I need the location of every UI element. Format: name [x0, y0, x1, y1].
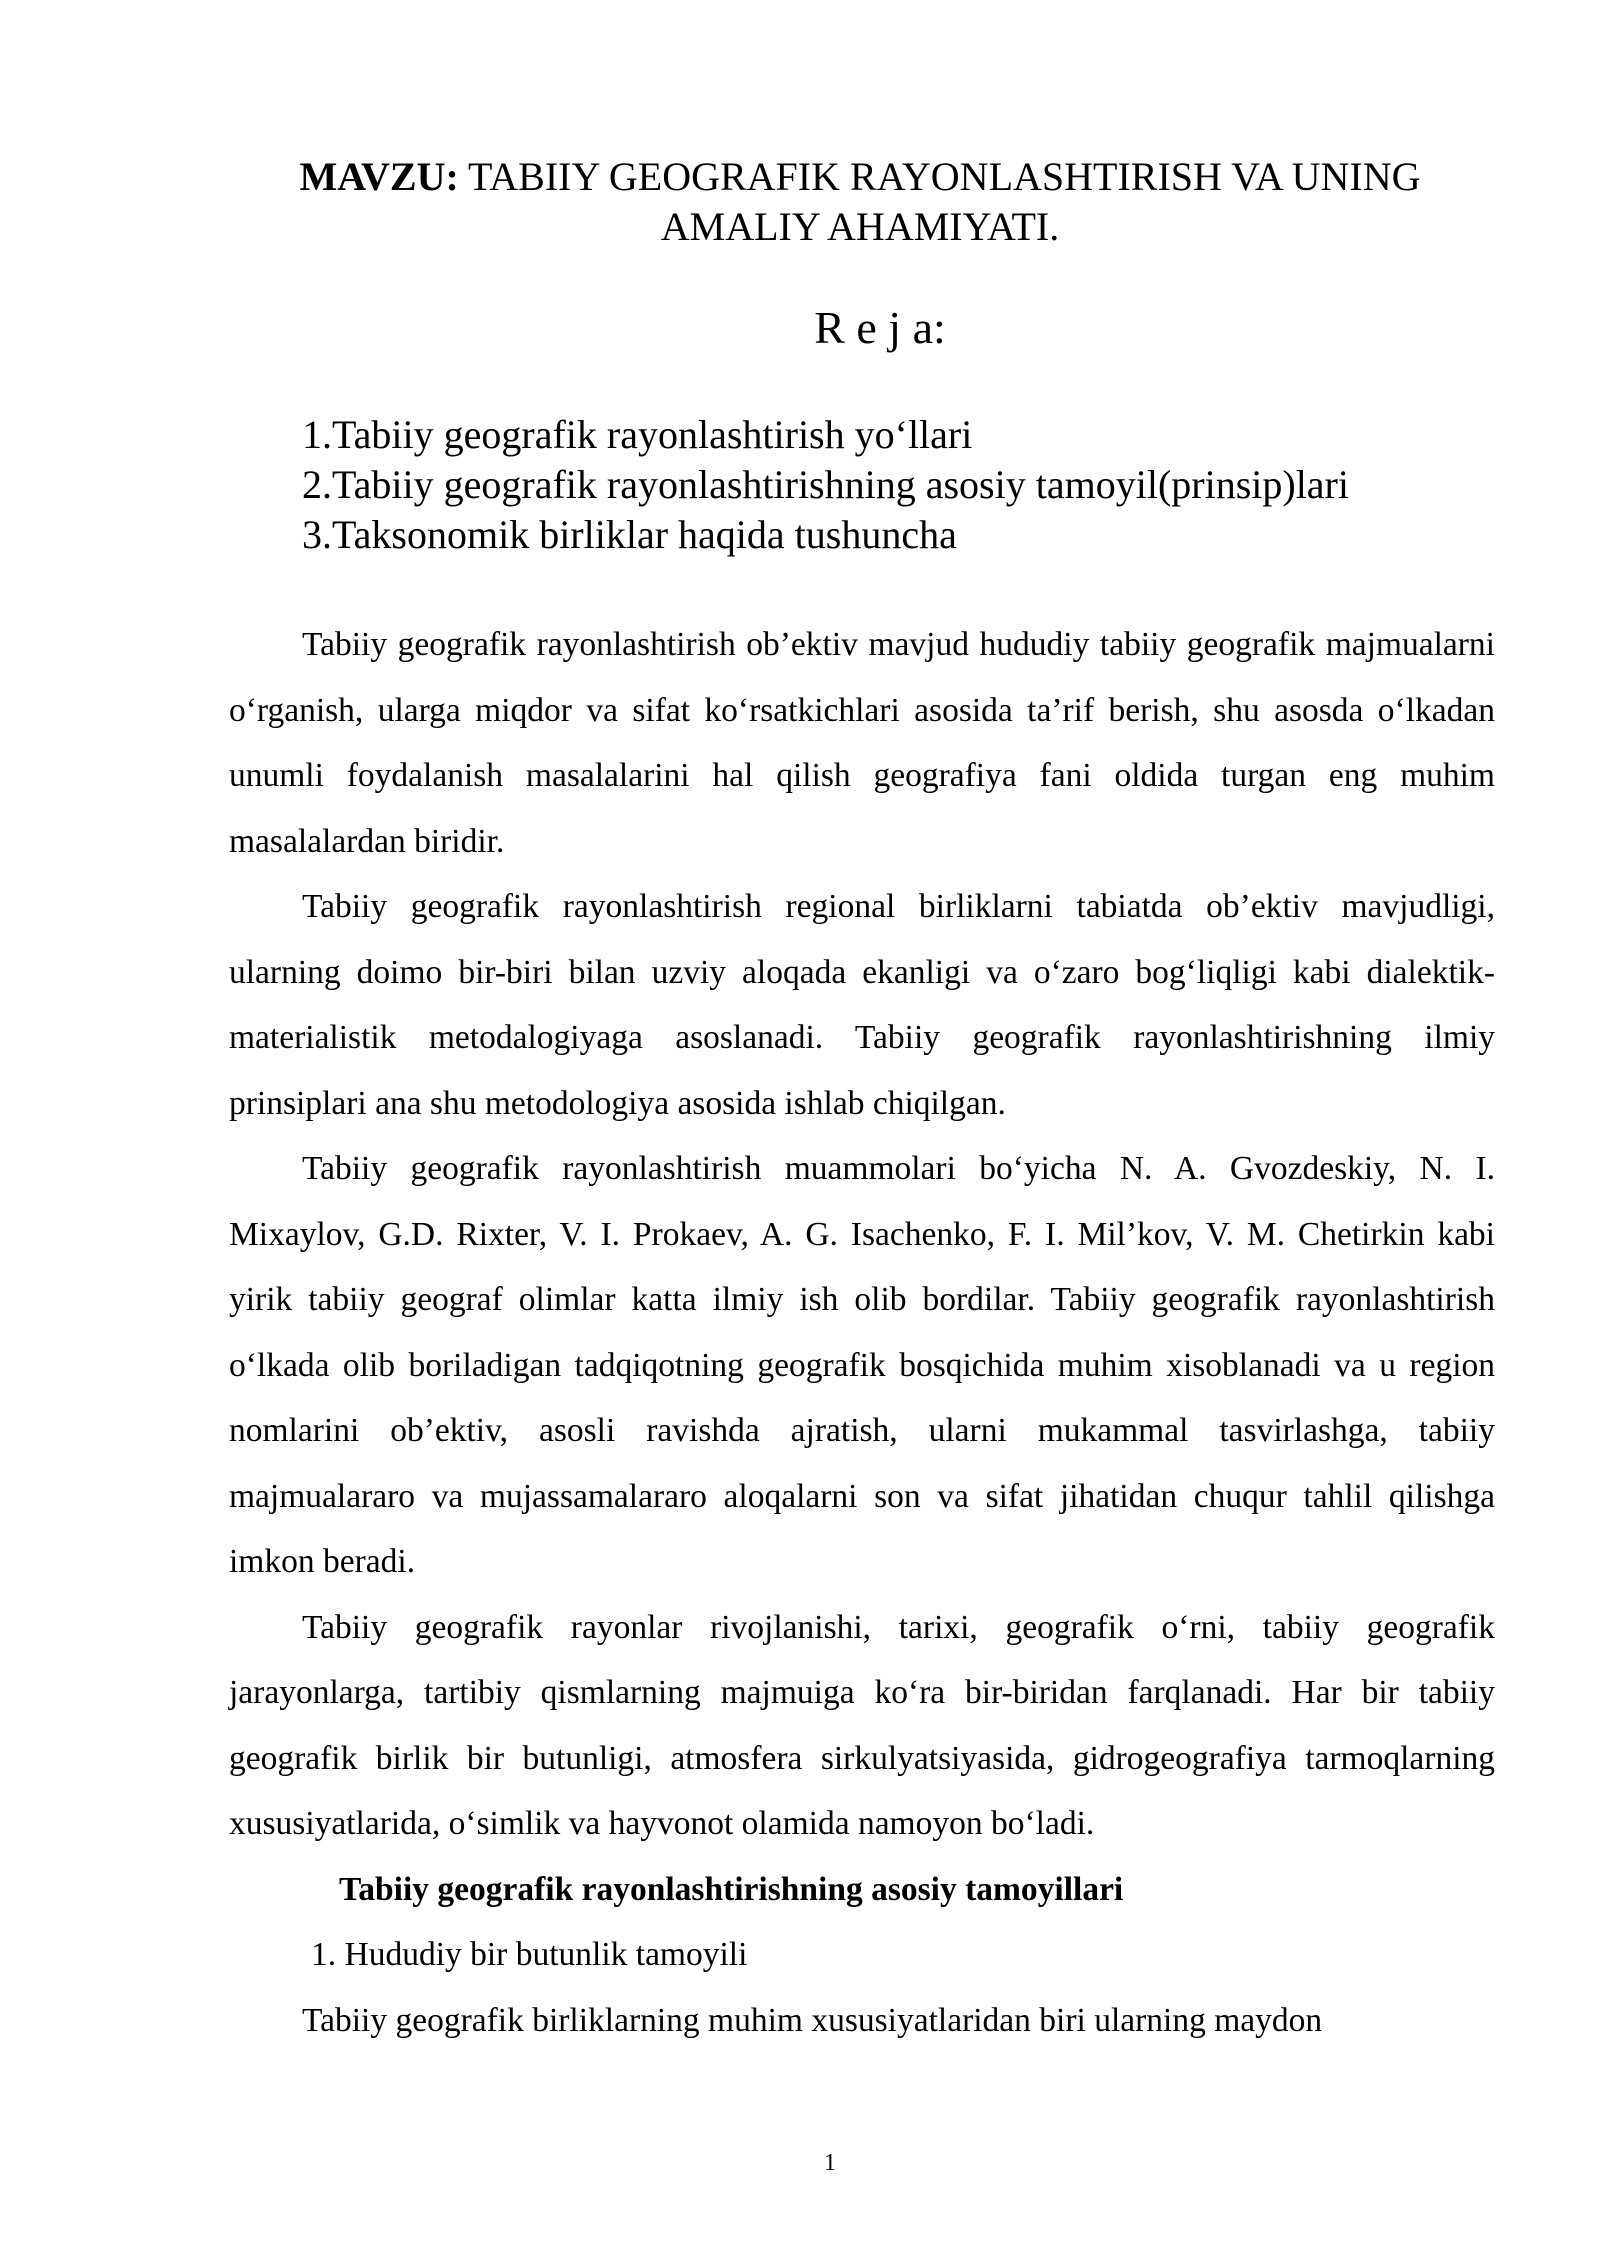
document-title — [230, 152, 1490, 252]
paragraph: Tabiiy geografik rayonlashtirish regional birliklarni tabiatda ob’ektiv mavjudligi, ularning doimo bir-biri bilan uzviy aloqada ekanligi va o‘zaro bog‘liqligi kabi dialektik-materialistik metodalogiyaga asoslanadi. Tabiiy geografik rayonlashtirishning ilmiy prinsiplari ana shu metodologiya asosida ishlab chiqilgan. — [229, 888, 1495, 1122]
subsection-heading: 1. Hududiy bir butunlik tamoyili — [311, 1936, 748, 1973]
paragraph: Tabiiy geografik rayonlar rivojlanishi, tarixi, geografik o‘rni, tabiiy geografik jarayonlarga, tartibiy qismlarning majmuiga ko‘ra bir-biridan farqlanadi. Har bir tabiiy geografik birlik bir butunligi, atmosfera sirkulyatsiyasida, gidrogeografiya tarmoqlarning xususiyatlarida, o‘simlik va hayvonot olamida namoyon bo‘ladi. — [229, 1608, 1495, 1842]
document-body — [229, 612, 1495, 2053]
title-lead: MAVZU: — [299, 154, 459, 199]
plan-heading: R e j a: — [814, 302, 946, 353]
section-heading: Tabiiy geografik rayonlashtirishning asosiy tamoyillari — [339, 1870, 1124, 1908]
plan-item: 1.Tabiiy geografik rayonlashtirish yo‘llari — [302, 412, 973, 457]
paragraph: Tabiiy geografik rayonlashtirish ob’ektiv mavjud hududiy tabiiy geografik majmualarni o‘rganish, ularga miqdor va sifat ko‘rsatkichlari asosida ta’rif berish, shu asosda o‘lkadan unumli foydalanish masalalarini hal qilish geografiya fani oldida turgan eng muhim masalalardan biridir. — [229, 626, 1495, 860]
plan-item: 3.Taksonomik birliklar haqida tushuncha — [302, 512, 957, 557]
paragraph: Tabiiy geografik rayonlashtirish muammolari bo‘yicha N. A. Gvozdeskiy, N. I. Mixaylov, G.D. Rixter, V. I. Prokaev, A. G. Isachenko, F. I. Mil’kov, V. M. Chetirkin kabi yirik tabiiy geograf olimlar katta ilmiy ish olib bordilar. Tabiiy geografik rayonlashtirish o‘lkada olib boriladigan tadqiqotning geografik bosqichida muhim xisoblanadi va u region nomlarini ob’ektiv, asosli ravishda ajratish, ularni mukammal tasvirlashga, tabiiy majmualararo va mujassamalararo aloqalarni son va sifat jihatidan chuqur tahlil qilishga imkon beradi. — [229, 1150, 1495, 1580]
paragraph: Tabiiy geografik birliklarning muhim xususiyatlaridan biri ularning maydon — [302, 2001, 1323, 2039]
page-number: 1 — [824, 2150, 836, 2176]
title-text: TABIIY GEOGRAFIK RAYONLASHTIRISH VA UNING AMALIY AHAMIYATI. — [458, 154, 1421, 249]
plan-list — [302, 410, 1349, 560]
plan-item: 2.Tabiiy geografik rayonlashtirishning asosiy tamoyil(prinsip)lari — [302, 462, 1349, 507]
